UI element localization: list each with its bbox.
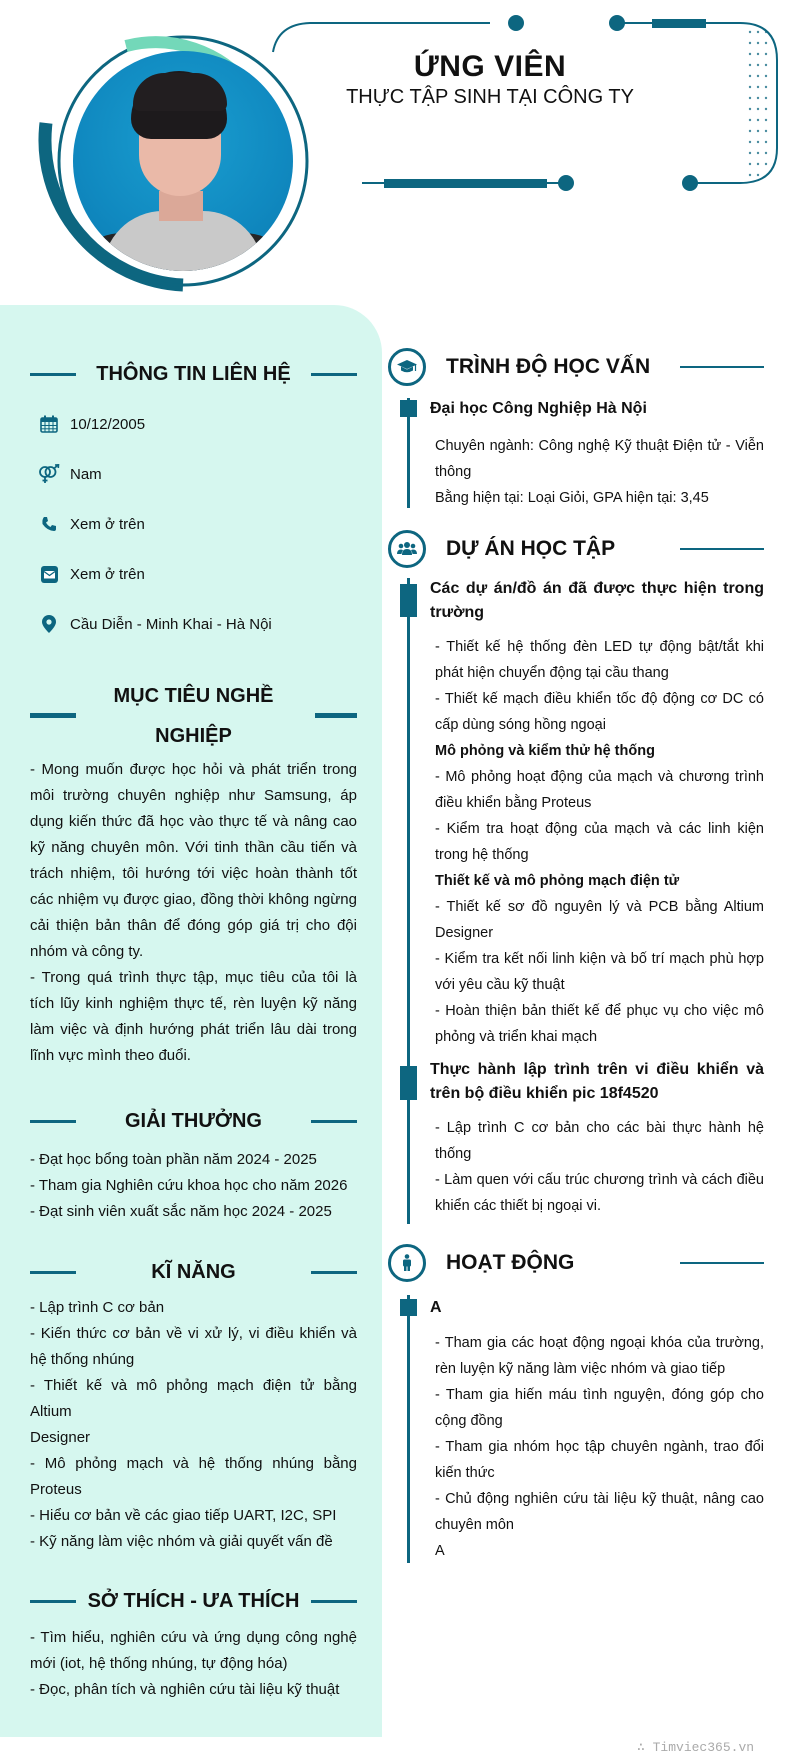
project-line: - Hoàn thiện bản thiết kế để phục vụ cho việc mô phỏng và triển khai mạch	[435, 1003, 764, 1045]
objective-paragraph: - Trong quá trình thực tập, mục tiêu của tôi là tích lũy kinh nghiệm thực tế, rèn luyện kỹ năng làm việc và định hướng phát triển lâu dài trong lĩnh vực mình theo đuổi.	[30, 969, 357, 1064]
section-header-hobbies	[30, 1590, 357, 1613]
skills-list	[30, 1295, 357, 1555]
contact-value: 10/12/2005	[70, 415, 146, 433]
section-title-line: NGHIỆP	[155, 725, 232, 747]
contact-dob	[38, 414, 145, 434]
education-details	[435, 433, 764, 511]
project-line: - Thiết kế mạch điều khiển tốc độ động cơ DC có cấp dùng sóng hồng ngoại	[435, 691, 764, 733]
timeline-line	[407, 578, 410, 1224]
activity-line: - Tham gia hiến máu tình nguyện, đóng góp cho cộng đồng	[435, 1387, 764, 1429]
skill-item: - Kiến thức cơ bản về vi xử lý, vi điều khiển và hệ thống nhúng	[30, 1325, 357, 1368]
education-line: Chuyên ngành: Công nghệ Kỹ thuật Điện tử - Viễn thông	[435, 438, 764, 480]
section-header-projects	[388, 530, 764, 568]
contact-gender	[38, 464, 102, 484]
activity-line: A	[435, 1543, 445, 1559]
award-item: - Đạt sinh viên xuất sắc năm học 2024 - 2025	[30, 1203, 332, 1220]
contact-phone	[38, 514, 145, 534]
project-details	[435, 1115, 764, 1219]
project-title: Các dự án/đồ án đã được thực hiện trong trường	[430, 580, 764, 621]
project-line: - Thiết kế sơ đồ nguyên lý và PCB bằng Altium Designer	[435, 899, 764, 941]
project-line: - Thiết kế hệ thống đèn LED tự động bật/tắt khi phát hiện chuyển động tại cầu thang	[435, 639, 764, 681]
activity-line: - Chủ động nghiên cứu tài liệu kỹ thuật, nâng cao chuyên môn	[435, 1491, 764, 1533]
person-icon	[388, 1244, 426, 1282]
divider	[30, 1271, 76, 1274]
objective-text	[30, 757, 357, 1069]
project-line: - Mô phỏng hoạt động của mạch và chương trình điều khiển bằng Proteus	[435, 769, 764, 811]
contact-email	[38, 564, 145, 584]
section-title: THÔNG TIN LIÊN HỆ	[96, 363, 291, 385]
divider	[311, 373, 357, 376]
divider	[311, 1600, 357, 1603]
contact-value: Xem ở trên	[70, 565, 145, 583]
users-icon	[388, 530, 426, 568]
award-item: - Đạt học bổng toàn phần năm 2024 - 2025	[30, 1151, 317, 1168]
contact-value: Cầu Diễn - Minh Khai - Hà Nội	[70, 615, 272, 633]
section-title: SỞ THÍCH - ƯA THÍCH	[87, 1590, 300, 1612]
section-header-skills	[30, 1261, 357, 1284]
section-header-contact	[30, 363, 357, 386]
skill-item: - Kỹ năng làm việc nhóm và giải quyết vấn đề	[30, 1533, 333, 1550]
divider	[680, 548, 764, 550]
skill-item: - Thiết kế và mô phỏng mạch điện tử bằng Altium	[30, 1377, 357, 1420]
divider	[680, 1262, 764, 1264]
gender-icon	[38, 464, 60, 484]
objective-paragraph: - Mong muốn được học hỏi và phát triển trong môi trường chuyên nghiệp như Samsung, áp dụng kiến thức đã học vào thực tế và nâng cao kỹ năng chuyên môn. Với tinh thần cầu tiến và trách nhiệm, tôi hướng tới việc hoàn thành tốt các nhiệm vụ được giao, đồng thời không ngừng cải thiện bản thân để đóng góp giá trị cho đội nhóm và công ty.	[30, 761, 357, 960]
location-icon	[38, 614, 60, 634]
divider	[680, 366, 764, 368]
calendar-icon	[38, 414, 60, 434]
education-line: Bằng hiện tại: Loại Giỏi, GPA hiện tại: 3,45	[435, 490, 709, 506]
section-title: HOẠT ĐỘNG	[446, 1251, 575, 1274]
phone-icon	[38, 514, 60, 534]
divider	[30, 1120, 76, 1123]
section-header-activities	[388, 1244, 764, 1282]
project-subheading: Thiết kế và mô phỏng mạch điện tử	[435, 873, 680, 889]
section-title: KĨ NĂNG	[151, 1261, 236, 1283]
section-title-objective	[30, 676, 357, 756]
candidate-role: THỰC TẬP SINH TẠI CÔNG TY	[346, 86, 634, 108]
activity-line: - Tham gia nhóm học tập chuyên ngành, trao đổi kiến thức	[435, 1439, 764, 1481]
hobbies-list	[30, 1625, 357, 1703]
timeline-marker	[400, 584, 417, 617]
skill-item: - Mô phỏng mạch và hệ thống nhúng bằng Proteus	[30, 1455, 357, 1498]
divider	[311, 1120, 357, 1123]
timeline-line	[407, 1295, 410, 1563]
project-title: Thực hành lập trình trên vi điều khiển và trên bộ điều khiển pic 18f4520	[430, 1061, 764, 1102]
title-block	[330, 50, 650, 109]
section-title: DỰ ÁN HỌC TẬP	[446, 537, 616, 560]
profile-photo	[73, 51, 293, 271]
project-subheading: Mô phỏng và kiểm thử hệ thống	[435, 743, 655, 759]
school-name: Đại học Công Nghiệp Hà Nội	[430, 400, 647, 417]
candidate-name: ỨNG VIÊN	[413, 50, 567, 83]
timeline-marker	[400, 1299, 417, 1316]
section-header-education	[388, 348, 764, 386]
email-icon	[38, 564, 60, 584]
skill-item: Designer	[30, 1429, 91, 1446]
avatar	[18, 18, 298, 298]
hobby-item: - Đọc, phân tích và nghiên cứu tài liệu kỹ thuật	[30, 1681, 340, 1698]
hobby-item: - Tìm hiểu, nghiên cứu và ứng dụng công nghệ mới (iot, hệ thống nhúng, tự động hóa)	[30, 1629, 357, 1672]
watermark: ∴ Timviec365.vn	[637, 1740, 755, 1755]
contact-value: Nam	[70, 465, 102, 483]
awards-list	[30, 1147, 357, 1225]
divider	[30, 1600, 76, 1603]
section-title: TRÌNH ĐỘ HỌC VẤN	[446, 355, 651, 378]
contact-value: Xem ở trên	[70, 515, 145, 533]
project-details	[435, 634, 764, 1050]
project-line: - Kiểm tra hoạt động của mạch và các linh kiện trong hệ thống	[435, 821, 764, 863]
divider	[30, 713, 76, 718]
section-title: GIẢI THƯỞNG	[125, 1110, 262, 1132]
award-item: - Tham gia Nghiên cứu khoa học cho năm 2026	[30, 1177, 348, 1194]
section-header-awards	[30, 1110, 357, 1133]
divider	[315, 713, 357, 718]
cv-header	[0, 0, 800, 300]
skill-item: - Hiểu cơ bản về các giao tiếp UART, I2C, SPI	[30, 1507, 337, 1524]
project-line: - Lập trình C cơ bản cho các bài thực hành hệ thống	[435, 1120, 764, 1162]
project-line: - Kiểm tra kết nối linh kiện và bố trí mạch phù hợp với yêu cầu kỹ thuật	[435, 951, 764, 993]
skill-item: - Lập trình C cơ bản	[30, 1299, 165, 1316]
section-title-line: MỤC TIÊU NGHỀ	[113, 685, 274, 707]
graduation-cap-icon	[388, 348, 426, 386]
activity-details	[435, 1330, 764, 1564]
divider	[311, 1271, 357, 1274]
divider	[30, 373, 76, 376]
timeline-marker	[400, 400, 417, 417]
activity-title: A	[430, 1299, 442, 1316]
activity-line: - Tham gia các hoạt động ngoại khóa của trường, rèn luyện kỹ năng làm việc nhóm và giao tiếp	[435, 1335, 764, 1377]
project-line: - Làm quen với cấu trúc chương trình và cách điều khiển các thiết bị ngoại vi.	[435, 1172, 764, 1214]
contact-address	[38, 614, 272, 634]
timeline-marker	[400, 1066, 417, 1100]
